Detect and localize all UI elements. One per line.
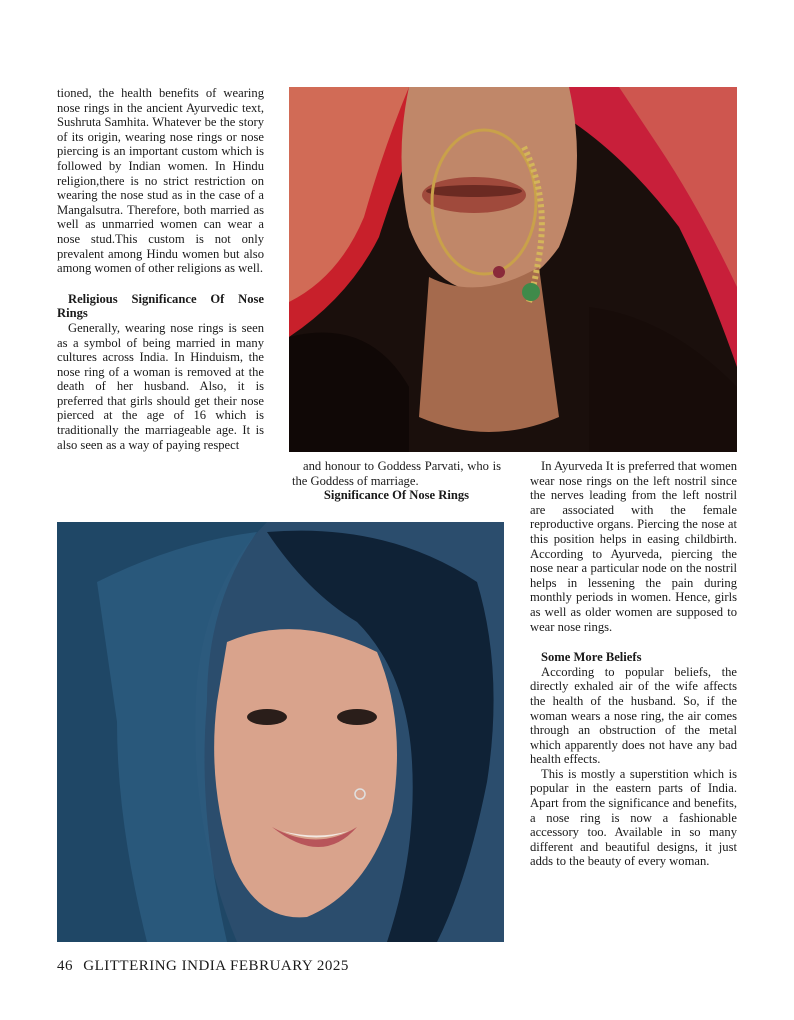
bride-nose-ring-photo (289, 87, 737, 452)
woman-blue-scarf-photo (57, 522, 504, 942)
publication-name: GLITTERING INDIA FEBRUARY 2025 (83, 958, 349, 974)
paragraph: tioned, the health benefits of wearing nose rings in the ancient Ayurvedic text, Sushruta Samhita. Whatever be the story of its origin, wearing nose rings or nose piercing is an important custom which is followed by Indian women. In Hindu religion,there is no strict restriction on wearing the nose stud as in the case of a Mangalsutra. Therefore, both married as well as unmarried women can wear a nose stud.This custom is not only prevalent among Hindu women but also among women of other religions as well. (57, 86, 264, 276)
page-footer (57, 958, 349, 975)
column-1 (57, 86, 264, 452)
column-2 (292, 459, 501, 503)
section-heading-more-beliefs: Some More Beliefs (541, 650, 642, 665)
paragraph: Generally, wearing nose rings is seen as a symbol of being married in many cultures across India. In Hinduism, the nose ring of a woman is removed at the death of her husband. Also, it is preferred that girls should get their nose pierced at the age of 16 which is traditionally the marriageable age. It is also seen as a way of paying respect (57, 320, 264, 452)
paragraph: In Ayurveda It is preferred that women wear nose rings on the left nostril since the nerves leading from the left nostril are associated with the female reproductive organs. Piercing the nose at this position helps in easing childbirth. According to Ayurveda, piercing the nose near a particular node on the nostril helps in lessening the pain during monthly periods in women. Hence, girls as well as older women are supposed to wear nose rings. (530, 459, 737, 634)
page-number: 46 (57, 958, 73, 974)
bride-illustration (289, 87, 737, 452)
paragraph: According to popular beliefs, the directly exhaled air of the wife affects the health of the husband. So, if the woman wears a nose ring, the air comes through an obstruction of the metal which apparently does not have any bad health effects. (530, 664, 737, 767)
paragraph: This is mostly a superstition which is popular in the eastern parts of India. Apart from the significance and benefits, a nose ring is now a fashionable accessory too. Available in so many different and beautiful designs, it just adds to the beauty of every woman. (530, 766, 737, 869)
section-heading-significance: Significance Of Nose Rings (323, 488, 470, 503)
paragraph: and honour to Goddess Parvati, who is the Goddess of marriage. (292, 459, 501, 488)
section-heading-religious-significance: Religious Significance Of Nose Rings (57, 291, 264, 321)
woman-illustration (57, 522, 504, 942)
column-3 (530, 459, 737, 869)
